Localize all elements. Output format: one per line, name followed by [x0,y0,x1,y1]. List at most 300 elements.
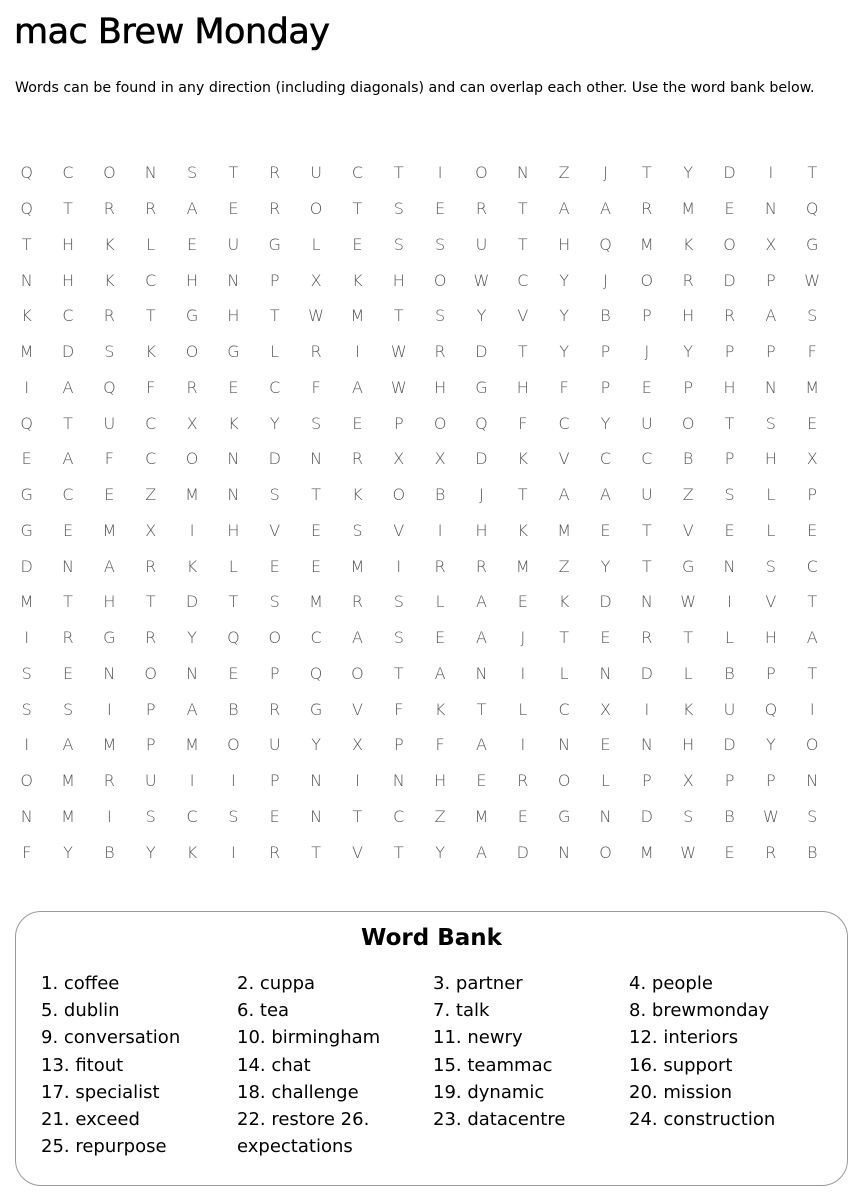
word-bank-item: 24. construction [629,1108,776,1130]
grid-letter: A [558,485,570,505]
grid-letter: A [600,485,611,505]
grid-letter: L [435,592,445,612]
grid-letter: E [352,234,363,254]
grid-letter: E [476,771,487,791]
grid-letter: T [63,592,73,612]
grid-letter: D [61,342,75,362]
grid-letter: X [393,449,405,469]
grid-letter: Y [600,556,611,576]
grid-letter: E [517,592,528,612]
grid-letter: O [475,163,488,183]
grid-letter: U [640,485,653,505]
grid-letter: R [269,199,281,219]
grid-letter: P [766,342,776,362]
grid-letter: N [723,556,736,576]
grid-letter: G [185,306,199,326]
grid-letter: O [227,735,240,755]
grid-letter: V [269,520,281,540]
grid-letter: R [269,842,281,862]
grid-letter: Y [600,413,611,433]
grid-letter: T [21,234,32,254]
word-bank-item: 21. exceed [41,1108,140,1130]
grid-letter: E [311,556,322,576]
grid-letter: M [515,556,530,576]
grid-letter: D [640,806,653,826]
grid-letter: X [682,771,694,791]
grid-letter: O [309,199,323,219]
grid-letter: H [103,592,116,612]
grid-letter: R [269,163,281,183]
grid-letter: I [24,735,30,755]
grid-letter: J [644,342,650,362]
grid-letter: K [145,342,156,362]
word-bank-item: 19. dynamic [433,1081,545,1103]
grid-letter: T [393,663,404,683]
grid-letter: E [600,735,611,755]
grid-letter: M [185,485,199,505]
grid-letter: P [683,377,693,397]
grid-letter: I [231,842,236,862]
grid-letter: Q [599,234,612,254]
grid-letter: D [599,592,612,612]
grid-letter: T [145,306,156,326]
grid-letter: O [599,842,612,862]
grid-letter: S [21,699,32,719]
grid-letter: L [766,485,776,505]
grid-letter: E [517,806,528,826]
grid-letter: Y [476,306,487,326]
grid-letter: H [186,270,199,290]
grid-letter: W [804,270,821,290]
grid-letter: A [765,306,777,326]
grid-letter: Q [20,413,33,433]
grid-letter: K [558,592,570,612]
grid-letter: W [473,270,490,290]
grid-letter: I [809,699,815,719]
grid-letter: S [62,699,74,719]
grid-letter: E [104,485,115,505]
grid-letter: C [145,449,157,469]
grid-letter: U [640,413,653,433]
grid-letter: W [390,342,407,362]
word-bank-item: 5. dublin [41,1000,120,1022]
grid-letter: T [228,592,239,612]
grid-letter: K [517,449,529,469]
grid-letter: E [435,199,446,219]
grid-letter: B [682,449,694,469]
grid-letter: W [308,306,324,326]
grid-letter: T [807,592,818,612]
grid-letter: X [765,234,777,254]
grid-letter: S [807,306,818,326]
grid-letter: Y [559,342,570,362]
grid-letter: U [144,771,157,791]
grid-letter: K [228,413,239,433]
grid-letter: R [145,628,157,648]
grid-letter: G [103,628,116,648]
grid-letter: C [62,163,74,183]
grid-letter: P [642,771,652,791]
grid-letter: O [723,234,736,254]
grid-letter: K [186,556,198,576]
grid-letter: C [310,628,322,648]
grid-letter: D [516,842,529,862]
grid-letter: S [228,806,239,826]
grid-letter: N [227,449,240,469]
grid-letter: O [640,270,654,290]
grid-letter: T [517,342,528,362]
grid-letter: G [20,520,33,540]
grid-letter: P [145,735,156,755]
word-bank-item: 12. interiors [629,1027,739,1049]
word-bank-title: Word Bank [361,925,502,951]
grid-letter: X [186,413,198,433]
grid-letter: T [807,163,818,183]
grid-letter: V [351,699,363,719]
grid-letter: C [62,485,74,505]
grid-letter: I [768,163,774,183]
grid-letter: Q [20,163,33,183]
grid-letter: N [310,806,323,826]
grid-letter: F [807,342,817,362]
grid-letter: R [351,592,363,612]
word-bank-item: 2. cuppa [237,973,316,994]
grid-letter: D [185,592,199,612]
grid-letter: X [351,735,363,755]
grid-letter: S [21,663,32,683]
grid-letter: D [723,735,736,755]
grid-letter: E [269,806,280,826]
grid-letter: A [558,199,570,219]
grid-letter: B [434,485,446,505]
grid-letter: O [103,163,116,183]
word-bank-item: 3. partner [433,973,523,994]
word-bank-item: 13. fitout [41,1054,124,1076]
grid-letter: K [352,485,363,505]
grid-letter: T [311,485,321,505]
grid-letter: T [559,628,570,648]
grid-letter: R [517,771,529,791]
grid-letter: R [310,342,322,362]
grid-letter: S [765,556,776,576]
word-bank-item: 15. teammac [433,1054,553,1076]
grid-letter: I [520,663,526,683]
grid-letter: L [601,771,610,791]
grid-letter: V [558,449,570,469]
grid-letter: G [557,806,571,826]
grid-letter: R [62,628,74,648]
grid-letter: L [766,520,776,540]
grid-letter: N [558,735,571,755]
grid-letter: H [682,735,695,755]
grid-letter: C [599,449,612,469]
grid-letter: T [476,699,487,719]
grid-letter: C [393,806,405,826]
grid-letter: D [475,342,488,362]
grid-letter: P [600,377,611,397]
grid-letter: N [764,377,777,397]
grid-letter: O [144,663,157,683]
grid-letter: I [355,342,360,362]
grid-letter: S [186,163,198,183]
grid-letter: R [434,556,446,576]
grid-letter: H [434,377,447,397]
grid-letter: S [393,628,404,648]
grid-letter: Q [103,377,116,397]
word-bank-item: 16. support [629,1054,733,1076]
grid-letter: P [393,413,404,433]
grid-letter: E [724,520,735,540]
grid-letter: N [806,771,819,791]
grid-letter: T [641,556,652,576]
grid-letter: A [475,592,487,612]
grid-letter: B [104,842,115,862]
grid-letter: E [352,413,363,433]
grid-letter: T [393,842,404,862]
grid-letter: U [227,234,240,254]
grid-letter: K [352,270,363,290]
grid-letter: M [681,199,696,219]
grid-letter: O [557,771,571,791]
grid-letter: I [396,556,402,576]
page-title: mac Brew Monday [14,12,330,52]
word-bank-item: 10. birmingham [237,1027,381,1049]
grid-letter: G [475,377,488,397]
grid-letter: V [682,520,694,540]
grid-letter: P [766,771,776,791]
grid-letter: Q [475,413,488,433]
grid-letter: O [268,628,282,648]
grid-letter: I [355,771,360,791]
grid-letter: X [434,449,446,469]
grid-letter: R [723,306,736,326]
grid-letter: O [681,413,695,433]
grid-letter: N [640,735,653,755]
grid-letter: X [600,699,611,719]
grid-letter: K [21,306,32,326]
grid-letter: T [269,306,280,326]
grid-letter: P [724,449,735,469]
grid-letter: T [807,663,818,683]
grid-letter: S [765,413,776,433]
grid-letter: P [600,342,611,362]
grid-letter: O [433,413,447,433]
grid-letter: L [228,556,238,576]
grid-letter: D [268,449,281,469]
grid-letter: C [186,806,198,826]
grid-letter: M [19,592,34,612]
grid-letter: V [393,520,405,540]
grid-letter: K [682,699,694,719]
grid-letter: S [393,592,404,612]
grid-letter: T [683,628,694,648]
grid-letter: D [723,270,736,290]
grid-letter: H [682,306,695,326]
grid-letter: I [24,377,30,397]
grid-letter: E [600,628,611,648]
grid-letter: Y [187,628,197,648]
grid-letter: O [433,270,447,290]
grid-letter: U [268,735,281,755]
grid-letter: T [311,842,321,862]
grid-letter: L [270,342,280,362]
grid-letter: N [310,449,323,469]
grid-letter: C [62,306,74,326]
grid-letter: P [766,663,776,683]
grid-letter: M [102,520,117,540]
grid-letter: S [145,806,156,826]
grid-letter: P [807,485,818,505]
grid-letter: C [641,449,653,469]
grid-letter: Y [765,735,776,755]
grid-letter: M [639,234,654,254]
grid-letter: N [20,270,33,290]
grid-letter: K [104,234,115,254]
grid-letter: M [474,806,489,826]
grid-letter: A [806,628,818,648]
grid-letter: H [475,520,488,540]
grid-letter: F [311,377,321,397]
grid-letter: E [600,520,611,540]
grid-letter: R [269,699,281,719]
grid-letter: R [765,842,777,862]
grid-letter: N [558,842,571,862]
grid-letter: T [63,413,73,433]
grid-letter: Y [683,163,694,183]
grid-letter: U [723,699,736,719]
grid-letter: Y [683,342,694,362]
grid-letter: F [518,413,528,433]
grid-letter: A [600,199,611,219]
grid-letter: I [437,520,443,540]
grid-letter: M [350,556,365,576]
grid-letter: J [603,163,608,183]
grid-letter: H [764,628,777,648]
grid-letter: N [227,485,240,505]
grid-letter: K [682,234,694,254]
grid-letter: P [269,270,280,290]
grid-letter: E [641,377,652,397]
grid-letter: L [146,234,156,254]
grid-letter: B [724,663,735,683]
grid-letter: S [393,234,404,254]
grid-letter: V [351,842,363,862]
grid-letter: M [19,342,34,362]
word-bank-list [41,970,841,1160]
grid-letter: S [269,485,280,505]
grid-letter: L [311,234,321,254]
grid-letter: A [62,449,74,469]
grid-letter: S [104,342,115,362]
word-bank-box [15,911,848,1186]
grid-letter: T [228,163,239,183]
word-bank-item: 4. people [629,973,713,994]
word-bank-item: 20. mission [629,1081,733,1103]
grid-letter: E [228,663,239,683]
word-bank-item: 8. brewmonday [629,1000,770,1022]
grid-letter: N [20,806,33,826]
grid-letter: A [103,556,115,576]
grid-letter: B [600,306,611,326]
grid-letter: M [61,771,75,791]
word-bank-item: 9. conversation [41,1027,181,1049]
grid-letter: P [642,306,652,326]
grid-letter: Y [145,842,156,862]
grid-letter: A [351,377,363,397]
grid-letter: R [641,628,653,648]
grid-letter: Q [764,699,778,719]
grid-letter: N [392,771,405,791]
grid-letter: F [22,842,32,862]
grid-letter: M [350,306,365,326]
grid-letter: P [724,771,735,791]
grid-letter: H [558,234,571,254]
grid-letter: R [145,199,157,219]
grid-letter: N [640,592,653,612]
grid-letter: U [475,234,488,254]
grid-letter: Y [269,413,280,433]
grid-letter: Q [805,199,819,219]
grid-letter: R [682,270,694,290]
grid-letter: N [475,663,488,683]
word-bank-item: 11. newry [433,1027,523,1049]
grid-letter: I [520,735,526,755]
grid-letter: S [269,592,280,612]
grid-letter: T [724,413,735,433]
grid-letter: K [434,699,446,719]
word-bank-item: 1. coffee [41,973,120,994]
grid-letter: T [641,163,652,183]
grid-letter: E [807,520,818,540]
grid-letter: M [61,806,75,826]
word-search-grid [6,155,839,870]
grid-letter: N [186,663,199,683]
grid-letter: R [186,377,198,397]
grid-letter: E [311,520,322,540]
grid-letter: F [559,377,569,397]
grid-letter: P [145,699,156,719]
grid-letter: N [310,771,323,791]
grid-letter: H [227,306,240,326]
grid-letter: N [599,806,612,826]
grid-letter: D [475,449,488,469]
grid-letter: C [806,556,818,576]
grid-letter: N [516,163,529,183]
grid-letter: M [557,520,572,540]
grid-letter: M [639,842,654,862]
grid-letter: E [62,663,74,683]
grid-letter: W [680,842,697,862]
grid-letter: H [62,270,75,290]
grid-letter: A [186,199,198,219]
grid-letter: A [434,663,446,683]
grid-letter: P [269,771,280,791]
grid-letter: A [186,699,198,719]
grid-letter: I [231,771,236,791]
grid-letter: B [724,806,735,826]
grid-letter: O [351,663,364,683]
grid-letter: E [724,199,735,219]
grid-letter: D [723,163,736,183]
grid-letter: C [558,413,570,433]
grid-letter: N [144,163,157,183]
grid-letter: W [762,806,779,826]
grid-letter: S [435,306,446,326]
grid-letter: A [351,628,363,648]
grid-letter: U [310,163,322,183]
grid-letter: R [351,449,363,469]
grid-letter: X [310,270,322,290]
